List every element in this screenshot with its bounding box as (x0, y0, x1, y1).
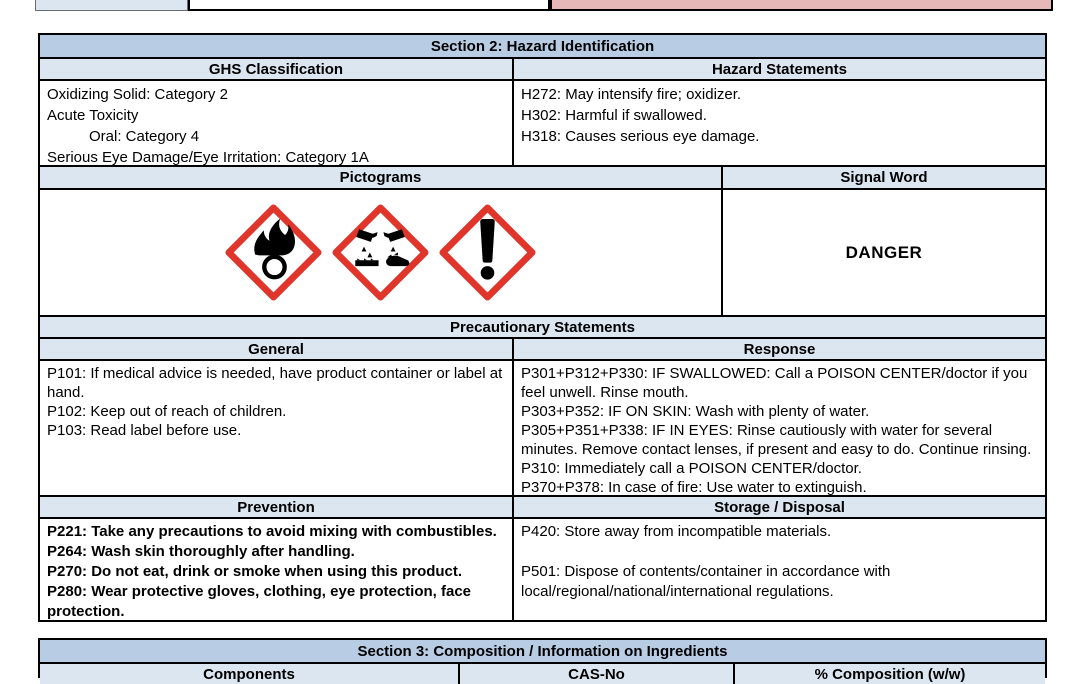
partial-cell-blue (35, 0, 188, 11)
pictogram-content-row (40, 188, 1045, 315)
cas-no-column-header: CAS-No (460, 664, 735, 684)
prevention-header: Prevention (40, 497, 514, 517)
components-column-header: Components (40, 664, 460, 684)
section2-title: Section 2: Hazard Identification (430, 37, 655, 55)
composition-columns-row (40, 662, 1045, 684)
partial-cell-white (188, 0, 550, 11)
prevention-line: P264: Wash skin thoroughly after handling. (47, 543, 355, 560)
partial-cell-pink (550, 0, 1053, 11)
ghs-line: Acute Toxicity (47, 107, 139, 124)
pictograms-cell (40, 190, 723, 315)
prevention-cell (40, 519, 514, 620)
pictograms-header: Pictograms (40, 167, 723, 188)
hazard-line: H318: Causes serious eye damage. (521, 128, 760, 145)
section2-hazard-identification-table (38, 33, 1047, 622)
ghs-line: Oxidizing Solid: Category 2 (47, 86, 228, 103)
prevention-storage-content-row (40, 517, 1045, 620)
ghs-classification-header: GHS Classification (40, 59, 514, 79)
section3-title-row (40, 640, 1045, 662)
response-line: P305+P351+P338: IF IN EYES: Rinse cautiously with water for several minutes. Remove contact lenses, if present and easy to do. Continue rinsing. (521, 422, 1032, 458)
exclamation-mark-icon (439, 204, 536, 301)
ghs-line: Serious Eye Damage/Eye Irritation: Category 1A (47, 149, 369, 166)
prevention-line: P221: Take any precautions to avoid mixing with combustibles. (47, 523, 497, 540)
ghs-line: Oral: Category 4 (89, 128, 200, 145)
ghs-hazard-subheader-row (40, 57, 1045, 79)
corrosion-icon (332, 204, 429, 301)
hazard-statements-cell (514, 81, 1045, 165)
general-header: General (40, 339, 514, 359)
signal-word-cell (723, 190, 1045, 315)
previous-table-partial-row (35, 0, 1053, 11)
section3-composition-table (38, 638, 1047, 683)
prevention-line: P280: Wear protective gloves, clothing, eye protection, face protection. (47, 583, 472, 620)
general-line: P103: Read label before use. (47, 422, 242, 439)
general-line: P102: Keep out of reach of children. (47, 403, 287, 420)
signal-word-header: Signal Word (840, 169, 928, 186)
classification-content-row (40, 79, 1045, 165)
prevention-line: P270: Do not eat, drink or smoke when using this product. (47, 563, 463, 580)
flame-over-circle-oxidizer-icon (225, 204, 322, 301)
storage-line: P501: Dispose of contents/container in accordance with local/regional/national/international regulations. (521, 563, 891, 600)
storage-disposal-header: Storage / Disposal (714, 498, 845, 516)
storage-line (521, 542, 1038, 562)
precautionary-statements-title-row (40, 315, 1045, 337)
composition-percent-column-header: % Composition (w/w) (814, 665, 966, 683)
hazard-line: H272: May intensify fire; oxidizer. (521, 86, 742, 103)
storage-disposal-cell (514, 519, 1045, 620)
section2-title-row (40, 35, 1045, 57)
section3-title: Section 3: Composition / Information on Ingredients (357, 642, 728, 660)
ghs-classification-cell (40, 81, 514, 165)
response-line: P370+P378: In case of fire: Use water to extinguish. (521, 479, 867, 496)
general-response-subheader-row (40, 337, 1045, 359)
precautionary-statements-title: Precautionary Statements (449, 318, 636, 336)
hazard-line: H302: Harmful if swallowed. (521, 107, 707, 124)
general-cell (40, 361, 514, 495)
prevention-storage-subheader-row (40, 495, 1045, 517)
general-line: P101: If medical advice is needed, have product container or label at hand. (47, 365, 503, 401)
pictogram-signal-subheader-row (40, 165, 1045, 188)
response-line: P310: Immediately call a POISON CENTER/doctor. (521, 460, 862, 477)
signal-word-value: DANGER (845, 242, 923, 262)
storage-line: P420: Store away from incompatible materials. (521, 523, 832, 540)
response-header: Response (743, 340, 816, 358)
response-line: P301+P312+P330: IF SWALLOWED: Call a POISON CENTER/doctor if you feel unwell. Rinse mouth. (521, 365, 1028, 401)
response-cell (514, 361, 1045, 495)
hazard-statements-header: Hazard Statements (711, 60, 848, 78)
response-line: P303+P352: IF ON SKIN: Wash with plenty of water. (521, 403, 870, 420)
general-response-content-row (40, 359, 1045, 495)
